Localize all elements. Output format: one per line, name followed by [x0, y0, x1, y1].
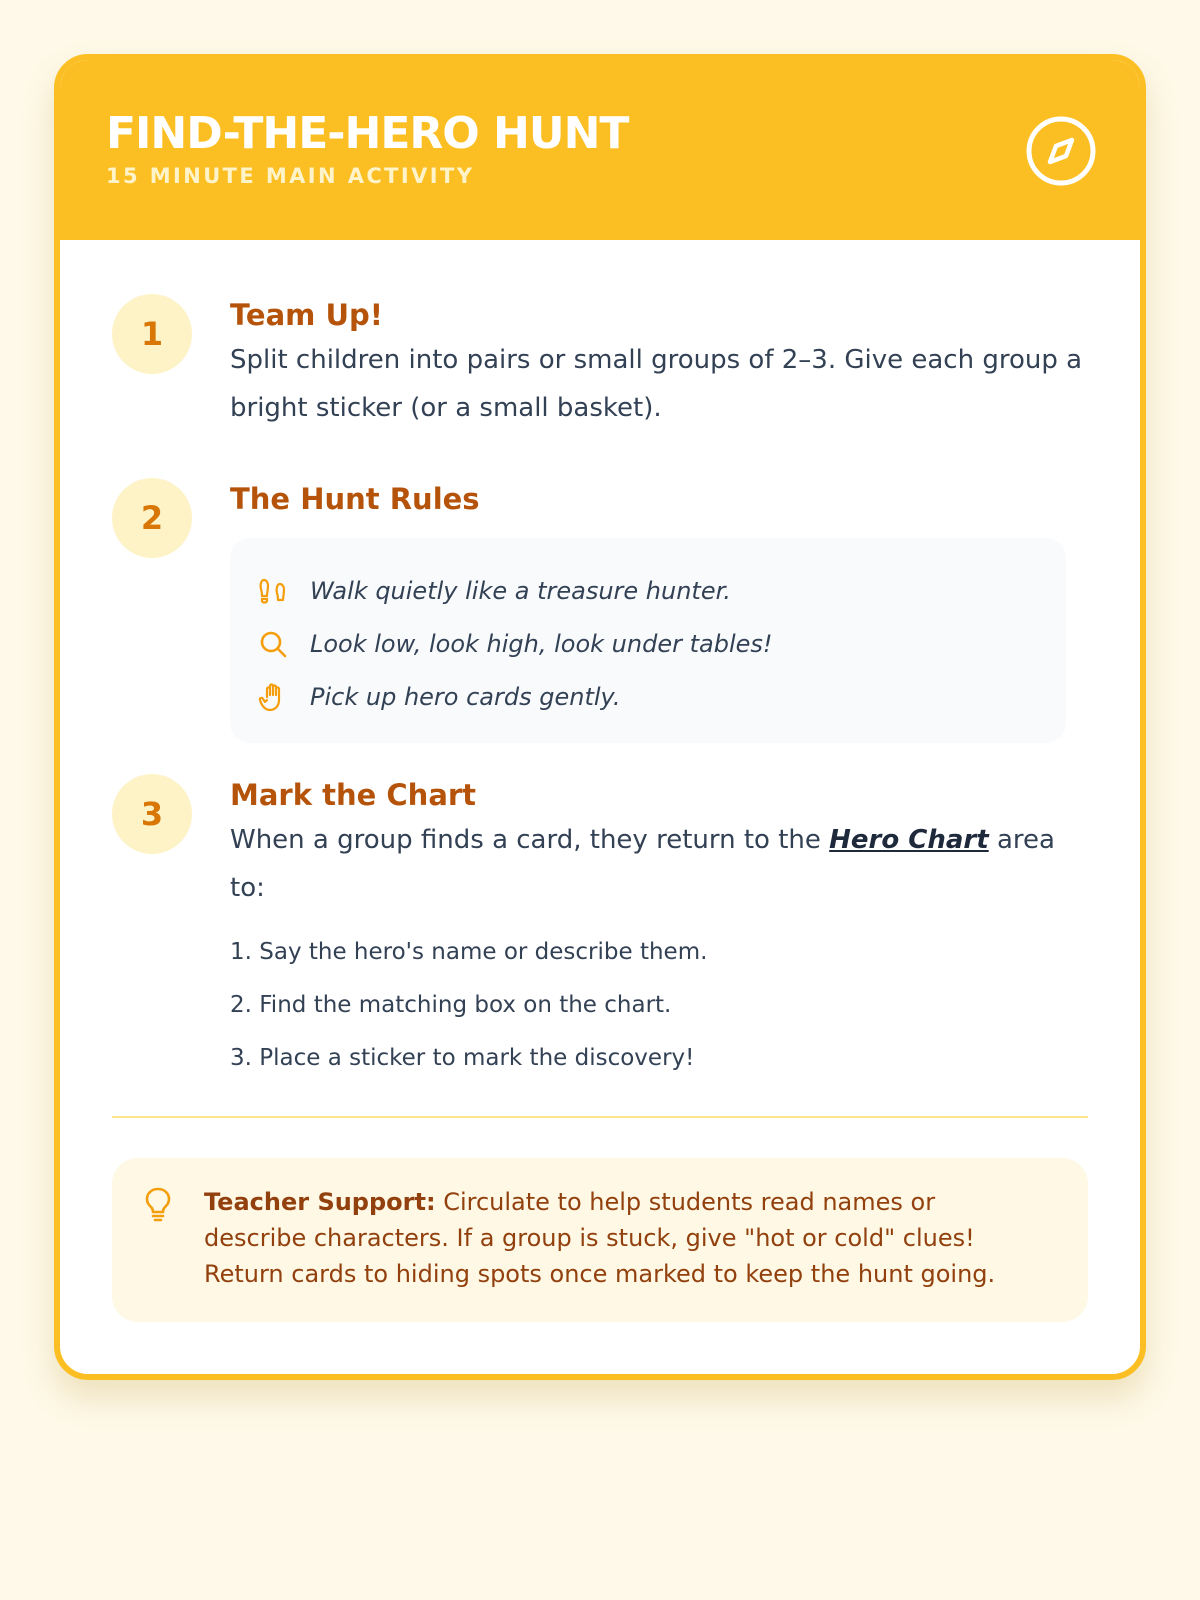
step-title: Team Up! [230, 298, 384, 332]
step-mark-chart [112, 774, 1088, 1114]
step-title: Mark the Chart [230, 778, 477, 812]
hero-chart-link[interactable]: Hero Chart [829, 825, 989, 855]
activity-title: FIND-THE-HERO HUNT [106, 108, 629, 159]
teacher-support-text [204, 1184, 1042, 1292]
rule-item [258, 670, 1038, 723]
step-team-up [112, 294, 1088, 478]
card-header [60, 60, 1140, 240]
rule-text: Look low, look high, look under tables! [310, 629, 773, 658]
substep-item: 3. Place a sticker to mark the discovery! [230, 1045, 695, 1071]
section-divider [112, 1116, 1088, 1118]
rule-item [258, 617, 1038, 670]
footprints-icon [258, 576, 288, 606]
rule-text: Pick up hero cards gently. [310, 682, 621, 711]
step-description-start: When a group finds a card, they return to the [230, 825, 821, 855]
step-title: The Hunt Rules [230, 482, 480, 516]
compass-icon [1024, 114, 1098, 188]
rule-text: Walk quietly like a treasure hunter. [310, 576, 731, 605]
substep-list [230, 926, 1088, 1085]
rules-box [230, 538, 1066, 743]
step-number-badge: 1 [112, 294, 192, 374]
teacher-support-box [112, 1158, 1088, 1322]
step-description [230, 816, 1088, 912]
step-number-badge: 2 [112, 478, 192, 558]
teacher-support-body: Circulate to help students read names or describe characters. If a group is stuck, give "hot or cold" clues! Return cards to hiding spots once marked to keep the hunt going. [204, 1188, 996, 1288]
search-icon [258, 629, 288, 659]
step-number-badge: 3 [112, 774, 192, 854]
hand-icon [258, 682, 288, 712]
substep-item: 1. Say the hero's name or describe them. [230, 939, 708, 965]
substep-item: 2. Find the matching box on the chart. [230, 992, 672, 1018]
activity-duration: 15 MINUTE MAIN ACTIVITY [106, 164, 475, 188]
lightbulb-icon [142, 1186, 174, 1224]
card-body [60, 240, 1140, 1322]
step-description: Split children into pairs or small groups of 2–3. Give each group a bright sticker (or a small basket). [230, 345, 1083, 423]
step-description-end: area to: [230, 825, 1055, 903]
step-hunt-rules [112, 478, 1088, 774]
activity-card [54, 54, 1146, 1380]
teacher-support-label: Teacher Support: [204, 1188, 436, 1216]
rule-item [258, 564, 1038, 617]
